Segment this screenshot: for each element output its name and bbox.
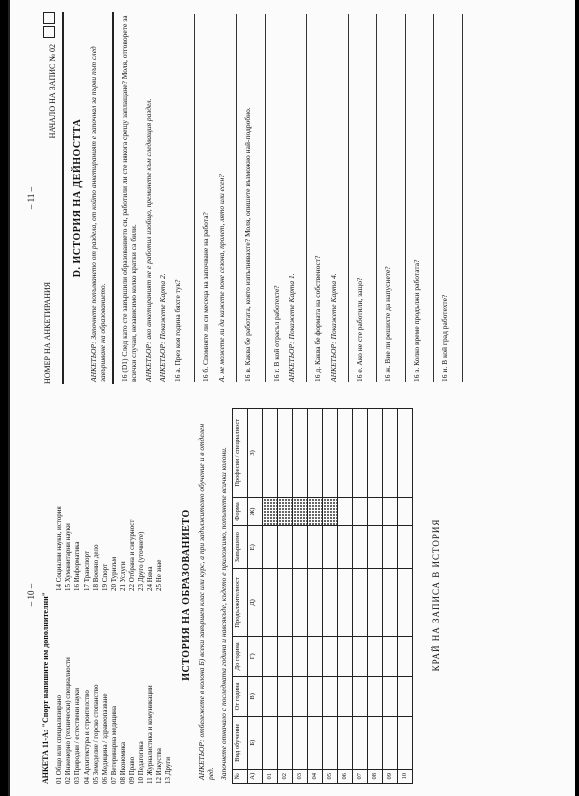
field-list-item: 13 Други [164, 756, 173, 784]
table-column-letter: Б) [248, 716, 263, 769]
table-cell[interactable] [338, 716, 353, 769]
row-number-cell: 10 [398, 769, 413, 783]
field-list-item: 09 Право [128, 756, 136, 784]
field-list-item: 14 Социални науки, история [55, 506, 64, 591]
table-cell[interactable] [308, 526, 323, 569]
table-letter-row [248, 409, 263, 784]
field-list-item: 08 Икономика [118, 741, 127, 784]
field-list-col1 [55, 599, 173, 784]
table-row [398, 409, 413, 784]
answer-line-16h[interactable] [427, 14, 434, 382]
field-list-item: 11 Журналистика и комуникации [146, 685, 155, 784]
table-cell[interactable] [398, 676, 413, 716]
field-list-item: 03 Природни / естествени науки [73, 687, 82, 784]
question-16e: 16 д. Каква бе формата на собственост? [313, 255, 323, 382]
table-cell[interactable] [398, 497, 413, 526]
table-cell[interactable] [338, 636, 353, 676]
table-cell[interactable] [353, 526, 368, 569]
field-list-item: 24 Няма [146, 566, 155, 591]
answer-line-16g[interactable] [399, 14, 406, 382]
table-cell[interactable] [308, 497, 323, 526]
table-cell[interactable] [323, 636, 338, 676]
field-list-item: 02 Инженерно (технически) специалности [64, 657, 73, 784]
table-cell[interactable] [263, 569, 278, 637]
show-card-2: АНКЕТЬОР: Покажете Карта 2. [157, 273, 167, 382]
table-header-cell: От година [233, 676, 248, 716]
table-cell[interactable] [398, 409, 413, 498]
question-16h: 16 з. Колко време продължи работата? [411, 259, 421, 382]
table-cell[interactable] [263, 636, 278, 676]
table-column-letter: Г) [248, 636, 263, 676]
field-list-item: 25 Не знае [155, 559, 164, 591]
field-list-item: 22 Отбрана и сигурност [128, 519, 136, 591]
row-number-cell: 04 [308, 769, 323, 783]
table-cell[interactable] [263, 716, 278, 769]
field-list-item: 17 Транспорт [82, 551, 91, 591]
table-cell[interactable] [353, 497, 368, 526]
education-history-table [232, 408, 413, 784]
table-cell[interactable] [263, 409, 278, 498]
divider [112, 12, 114, 384]
table-column-letter: Е) [248, 526, 263, 569]
table-cell[interactable] [353, 409, 368, 498]
page-number: – 10 – [26, 583, 36, 607]
interviewer-instruction: АНКЕТЬОР: отбележете в колона Б) всеки завършен клас или курс, а при задължително обучение и в отделен ред. [196, 423, 216, 780]
question-16f: 16 е. Ако не сте работили, защо? [355, 277, 364, 382]
record-start-label: НАЧАЛО НА ЗАПИС № 02 [43, 12, 58, 138]
table-cell[interactable] [278, 636, 293, 676]
table-cell[interactable] [368, 676, 383, 716]
row-number-cell: 03 [293, 769, 308, 783]
table-cell[interactable] [368, 497, 383, 526]
table-cell[interactable] [338, 409, 353, 498]
answer-line-16f[interactable] [370, 14, 377, 382]
table-row [308, 409, 323, 784]
answer-line-16b[interactable] [230, 14, 237, 382]
field-list [55, 406, 173, 784]
table-cell[interactable] [308, 409, 323, 498]
table-row [368, 409, 383, 784]
table-cell[interactable] [383, 409, 398, 498]
table-cell[interactable] [383, 569, 398, 637]
table-cell[interactable] [293, 716, 308, 769]
question-16g: 16 ж. Вие ли решихте да напуснете? [383, 266, 393, 382]
table-header-cell: Продължителност [233, 569, 248, 637]
rotated-spread [20, 4, 575, 790]
table-cell[interactable] [338, 676, 353, 716]
table-cell[interactable] [293, 409, 308, 498]
row-number-cell: 01 [263, 769, 278, 783]
table-column-letter: В) [248, 676, 263, 716]
table-cell[interactable] [323, 409, 338, 498]
field-list-item: 06 Медицина / здравеопазване [100, 693, 109, 784]
table-body [263, 409, 413, 784]
table-cell[interactable] [263, 497, 278, 526]
table-cell[interactable] [398, 636, 413, 676]
table-cell[interactable] [308, 569, 323, 637]
field-list-item: 10 Педагогика [137, 741, 146, 784]
table-cell[interactable] [323, 497, 338, 526]
end-of-record: КРАЙ НА ЗАПИСА В ИСТОРИЯ [431, 518, 442, 672]
table-cell[interactable] [293, 569, 308, 637]
row-number-cell: 05 [323, 769, 338, 783]
table-row [263, 409, 278, 784]
table-cell[interactable] [338, 497, 353, 526]
table-cell[interactable] [383, 676, 398, 716]
field-list-item: 20 Туризъм [109, 556, 118, 591]
table-cell[interactable] [398, 569, 413, 637]
table-row [278, 409, 293, 784]
field-list-item: 21 Услуги [118, 561, 127, 591]
section-title-right: D. ИСТОРИЯ НА ДЕЙНОСТТА [72, 118, 84, 278]
table-cell[interactable] [398, 526, 413, 569]
table-row [383, 409, 398, 784]
answer-line-16a[interactable] [188, 14, 195, 382]
table-column-letter: З) [248, 409, 263, 498]
table-cell[interactable] [263, 526, 278, 569]
table-cell[interactable] [353, 569, 368, 637]
table-cell[interactable] [278, 676, 293, 716]
respondent-number-label: НОМЕР НА АНКЕТИРАНИЯ [43, 281, 53, 384]
intro-instruction: АНКЕТЬОР: Започнете попълването от раздела, от който анкетираният е започнал за първи път след завършване на образованието. [88, 46, 108, 382]
answer-line-16c[interactable] [259, 14, 266, 382]
table-cell[interactable] [278, 716, 293, 769]
table-header-row [233, 409, 248, 784]
table-header-cell: До година [233, 636, 248, 676]
question-16c: 16 в. Каква бе работата, която изпълнявахте? Моля, опишете възможно най-подробно. [243, 107, 253, 382]
row-number-cell: 02 [278, 769, 293, 783]
field-list-item: 19 Спорт [100, 563, 109, 591]
row-number-cell: 08 [368, 769, 383, 783]
table-header-cell: Вид обучение [233, 716, 248, 769]
table-cell[interactable] [368, 636, 383, 676]
table-header-cell: Форма [233, 497, 248, 526]
page-number-right: – 11 – [26, 186, 36, 210]
table-cell[interactable] [368, 569, 383, 637]
table-cell[interactable] [293, 676, 308, 716]
field-list-item: 05 Земеделие / горско стопанство [91, 684, 100, 784]
table-cell[interactable] [338, 569, 353, 637]
question-16b-note: А. не можете ли да кажете поне сезона, пролет, лято или есен? [216, 174, 226, 382]
table-cell[interactable] [368, 409, 383, 498]
table-cell[interactable] [353, 636, 368, 676]
question-16a: 16 а. През коя година бяхте тук? [173, 279, 182, 382]
field-list-item: 18 Военно дело [91, 544, 100, 591]
table-row [293, 409, 308, 784]
table-cell[interactable] [293, 526, 308, 569]
table-header-cell: Завършено [233, 526, 248, 569]
table-header-cell: Професия / специалност [233, 409, 248, 498]
table-cell[interactable] [338, 526, 353, 569]
table-cell[interactable] [353, 676, 368, 716]
table-cell[interactable] [263, 676, 278, 716]
table-header-cell: № [233, 769, 248, 783]
row-number-cell: 06 [338, 769, 353, 783]
table-column-letter: Ж) [248, 497, 263, 526]
field-list-item: 15 Хуманитарни науки [64, 523, 73, 591]
table-cell[interactable] [383, 526, 398, 569]
answer-line-16i[interactable] [456, 14, 463, 382]
row-number-cell: 07 [353, 769, 368, 783]
table-cell[interactable] [383, 716, 398, 769]
table-cell[interactable] [278, 497, 293, 526]
question-16b: 16 б. Спомняте ли си месеца на започване на работа? [201, 212, 211, 382]
field-list-col2 [55, 406, 173, 591]
record-header [43, 12, 58, 384]
table-cell[interactable] [353, 716, 368, 769]
question-16-note: АНКЕТЬОР: ако анкетираният не е работил изобщо, преминете към следващия раздел. [144, 98, 154, 382]
table-row [353, 409, 368, 784]
table-cell[interactable] [368, 716, 383, 769]
table-cell[interactable] [278, 526, 293, 569]
table-cell[interactable] [308, 676, 323, 716]
field-list-item: 12 Изкуства [155, 748, 164, 784]
question-16: 16 (D1) След като сте завършили образованието си, работили ли сте някога срещу заплащане? Моля, отговорете за всички случаи, независимо колко кратки са били. [119, 15, 138, 382]
table-cell[interactable] [308, 716, 323, 769]
table-cell[interactable] [398, 716, 413, 769]
table-cell[interactable] [308, 636, 323, 676]
table-cell[interactable] [383, 497, 398, 526]
table-cell[interactable] [323, 526, 338, 569]
table-cell[interactable] [293, 497, 308, 526]
table-cell[interactable] [278, 409, 293, 498]
section-title: ИСТОРИЯ НА ОБРАЗОВАНИЕТО [181, 509, 193, 681]
table-column-letter: Д) [248, 569, 263, 637]
answer-line-16d[interactable] [300, 14, 307, 382]
table-row [323, 409, 338, 784]
table-caption: Започнете отначало с последната година и навсякъде, където е приложимо, попълнете всички колони. [218, 447, 228, 780]
answer-line-16e[interactable] [342, 14, 349, 382]
scanned-document [8, 0, 575, 796]
show-card-1: АНКЕТЬОР: Покажете Карта 1. [286, 273, 296, 382]
table-cell[interactable] [323, 676, 338, 716]
field-list-item: 16 Информатика [73, 541, 82, 591]
table-cell[interactable] [278, 569, 293, 637]
row-number-cell: 09 [383, 769, 398, 783]
field-list-item: 23 Друго (уточнете) [137, 531, 146, 591]
table-cell[interactable] [293, 636, 308, 676]
table-cell[interactable] [368, 526, 383, 569]
show-card-4: АНКЕТЬОР: Покажете Карта 4. [328, 273, 338, 382]
right-page [20, 4, 575, 392]
question-16d: 16 г. В кой отрасъл работехте? [271, 285, 281, 382]
table-cell[interactable] [323, 569, 338, 637]
table-column-letter: А) [248, 769, 263, 783]
table-cell[interactable] [323, 716, 338, 769]
field-list-item: 01 Общо или специализирано [55, 695, 64, 784]
table-cell[interactable] [383, 636, 398, 676]
divider [62, 12, 64, 384]
question-16i: 16 и. В кой град работехте? [440, 294, 450, 382]
left-page [20, 400, 575, 790]
field-list-item: 04 Архитектура и строителство [82, 690, 91, 784]
field-list-item: 07 Ветеринарна медицина [109, 706, 118, 784]
page-header: АНКЕТА 11-А: "Спорт напишите им дополнителни" [41, 591, 51, 784]
record-number-boxes[interactable] [43, 12, 55, 38]
table-row [338, 409, 353, 784]
